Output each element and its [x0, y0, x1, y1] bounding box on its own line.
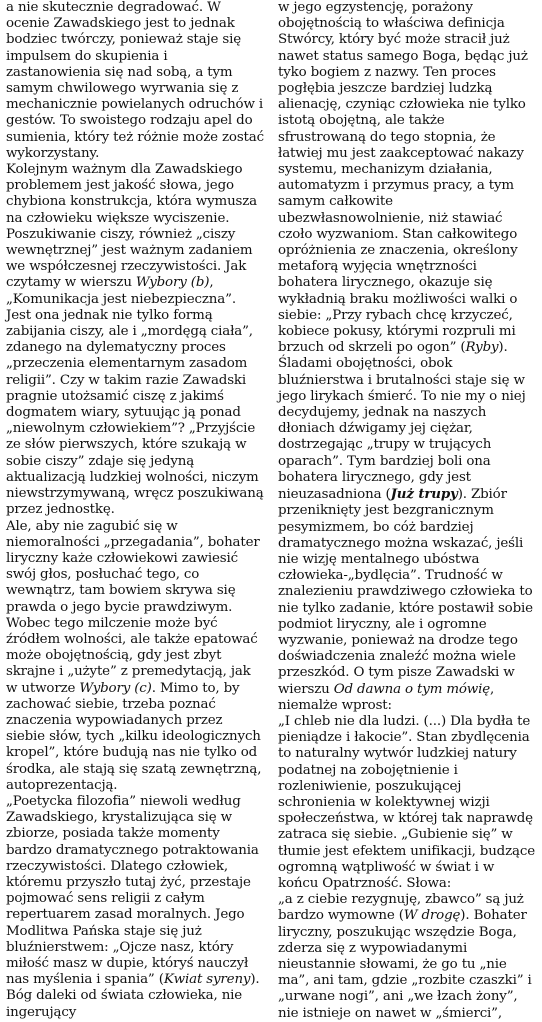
title-reference: Wybory (c) — [79, 680, 152, 696]
title-reference: Wybory (b) — [135, 275, 210, 291]
text-run: , „Komunikacja jest niebezpieczna”. Jest ona jednak nie tylko formą zabijania ciszy, ale i „mordęgą ciała”, zdanego na dylematyczny proces „przeczenia elementarnym zasadom religii”. Czy w takim razie Zawadski pragnie utożsamić ciszę z jakimś dogmatem wiary, sytuując ją ponad „niewolnym człowiekiem”? „Przyjście ze słów pierwszych, które szukają w sobie ciszy” zdaje się jedyną aktualizacją ludzkiej wolności, niczym niewstrzymywaną, wręcz poszukiwaną przez jednostkę. — [6, 275, 264, 518]
title-reference: Od dawna o tym mówię — [333, 681, 491, 697]
text-run: w jego egzystencję, porażony obojętnością to właściwa definicja Stwórcy, który być może stracił już nawet status samego Boga, będąc już tyko bogiem z nazwy. Ten proces pogłębia jeszcze bardziej ludzką alienację, czyniąc człowieka nie tylko istotą obojętną, ale także sfrustrowaną do tego stopnia, że łatwiej mu jest zaakceptować nakazy systemu, mechanizym działania, automatyzm i przymus pracy, a tym samym całkowite ubezwłasnowolnienie, niż stawiać czoło wyzwaniom. Stan całkowitego opróżnienia ze znaczenia, określony metaforą wyjęcia wnętrzności bohatera lirycznego, okazuje się wykładnią braku możliwości walki o siebie: „Przy rybach chcę krzyczeć, kobiece pokusy, którymi rozpruli mi brzuch od skrzeli po ogon” ( — [278, 0, 528, 356]
text-run: „Poetycka filozofia” niewoli według Zawadskiego, krystalizująca się w zbiorze, posiada także momenty bardzo dramatycznego potraktowania rzeczywistości. Dlatego człowiek, któremu przyszło tutaj żyć, przestaje pojmować sens religii z całym repertuarem zasad moralnych. Jego Modlitwa Pańska staje się już bluźnierstwem: „Ojcze nasz, który miłość masz w dupie, któryś nauczył nas myślenia i spania” ( — [6, 793, 259, 988]
paragraph — [278, 892, 536, 1022]
text-run: ). Zbiór przeniknięty jest bezgranicznym pesymizmem, bo cóż bardziej dramatycznego można wskazać, jeśli nie wizję mentalnego ubóstwa człowieka-„bydlęcia”. Trudność w znalezieniu prawdziwego człowieka to nie tylko zadanie, które postawił sobie podmiot liryczny, ale i ogromne wyzwanie, ponieważ na drodze tego doświadczenia znaleźć można wiele przeszkód. O tym pisze Zawadski w wierszu — [278, 487, 533, 697]
paragraph — [278, 714, 536, 892]
paragraph — [6, 519, 264, 794]
paragraph — [6, 162, 264, 518]
text-run: ). — [498, 340, 508, 356]
text-run: ). Bohater liryczny, poszukując wszędzie Boga, zderza się z wypowiadanymi nieustannie słowami, że go tu „nie ma”, ani tam, gdzie „rozbite czaszki” i „urwane nogi”, ani „we łzach żony”, nie istnieje on nawet w „śmierci”, — [278, 908, 532, 1021]
paragraph — [278, 356, 536, 713]
title-reference: Już trupy — [390, 486, 458, 503]
text-run: , niemalże wprost: — [278, 681, 495, 713]
paragraph — [278, 0, 536, 356]
title-reference: Ryby — [465, 340, 499, 356]
paragraph — [6, 794, 264, 1021]
text-run: Kolejnym ważnym dla Zawadskiego problemem jest jakość słowa, jego chybiona konstrukcja, która wymusza na człowieku większe wyciszenie. Poszukiwanie ciszy, również „ciszy wewnętrznej” jest ważnym zadaniem we współczesnej rzeczywistości. Jak czytamy w wierszu — [6, 162, 258, 291]
text-column-right — [278, 0, 536, 1021]
title-reference: W drogę — [403, 908, 461, 924]
paragraph — [6, 0, 264, 162]
text-run: Ale, aby nie zagubić się w niemoralności „przegadania”, bohater liryczny każe człowiekowi zawiesić swój głos, posłuchać tego, co wewnątrz, tam bowiem skrywa się prawda o jego bycie prawdziwym. Wobec tego milczenie może być źródłem wolności, ale także epatować może obojętnością, gdy jest zbyt skrajne i „użyte” z premedytacją, jak w utworze — [6, 518, 260, 696]
title-reference: Kwiat syreny — [163, 972, 251, 988]
text-run: Śladami obojętności, obok bluźnierstwa i brutalności staje się w jego lirykach śmierć. To nie my o niej decydujemy, jednak na naszych dłoniach dźwigamy jej ciężar, dostrzegając „trupy w trujących oparach”. Tym bardziej boli ona bohatera lirycznego, gdy jest nieuzasadniona ( — [278, 356, 526, 503]
text-run: „I chleb nie dla ludzi. (...) Dla bydła te pieniądze i łakocie”. Stan zbydlęcenia to naturalny wytwór ludzkiej natury podatnej na zobojętnienie i rozleniwienie, poszukującej schronienia w kolektywnej wizji społeczeństwa, w której tak naprawdę zatraca się siebie. „Gubienie się” w tłumie jest efektem unifikacji, budzące ogromną wątpliwość w świat i w końcu Opatrzność. Słowa: — [278, 713, 535, 891]
text-column-left — [6, 0, 264, 1020]
text-run: . Mimo to, by zachować siebie, trzeba poznać znaczenia wypowiadanych przez siebie słów, tych „kilku ideologicznych kropel”, które budują nas nie tylko od środka, ale stają się szatą zewnętrzną, autoprezentacją. — [6, 680, 262, 793]
text-run: a nie skutecznie degradować. W ocenie Zawadskiego jest to jednak bodziec twórczy, ponieważ staje się impulsem do skupienia i zastanowienia się nad sobą, a tym samym chwilowego wyrwania się z mechanicznie powielanych odruchów i gestów. To swoistego rodzaju apel do sumienia, który też różnie może zostać wykorzystany. — [6, 0, 264, 161]
text-run: ). Bóg daleki od świata człowieka, nie ingerujący — [6, 972, 260, 1020]
text-run: „a z ciebie rezygnuję, zbawco” są już bardzo wymowne ( — [278, 892, 524, 924]
